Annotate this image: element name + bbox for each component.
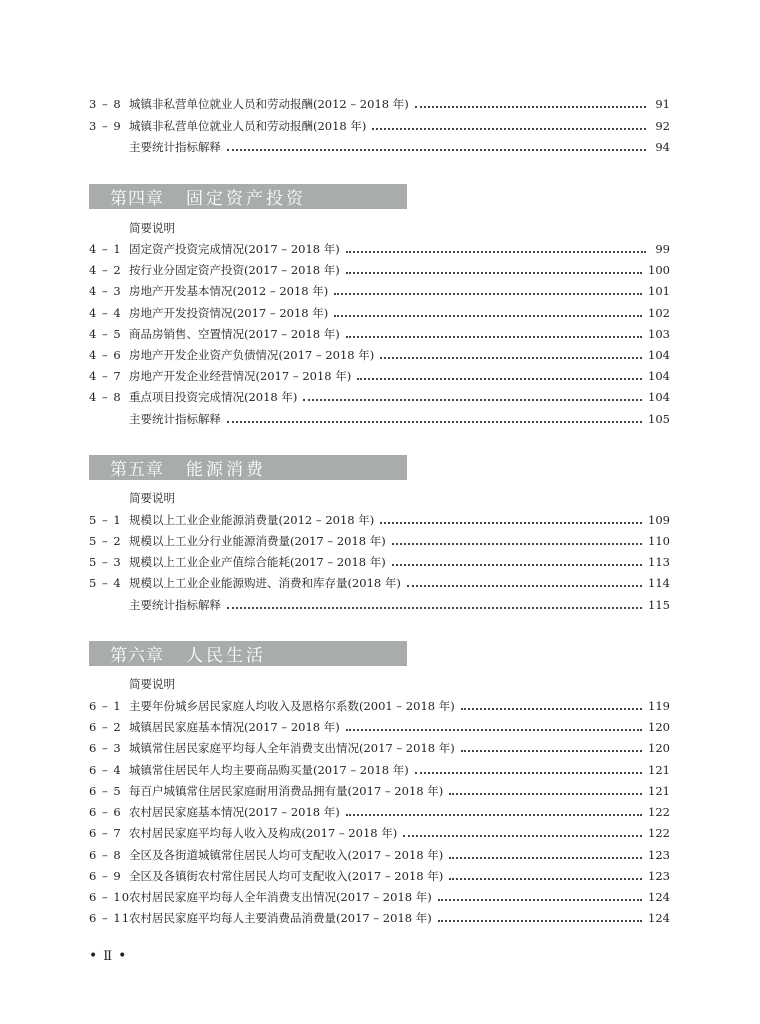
dot-leader xyxy=(403,835,642,837)
dot-leader xyxy=(303,399,642,401)
entry-number: 6 – 5 xyxy=(89,784,122,798)
dot-leader xyxy=(227,421,642,423)
chapter-label: 第五章 xyxy=(110,460,164,480)
entry-title: 农村居民家庭基本情况(2017 – 2018 年) xyxy=(129,805,340,819)
toc-entry[interactable] xyxy=(89,511,670,529)
entry-number: 4 – 7 xyxy=(89,369,122,383)
entry-title: 主要统计指标解释 xyxy=(129,598,221,612)
toc-entry[interactable] xyxy=(89,888,670,906)
entry-page: 99 xyxy=(655,242,670,256)
dot-leader xyxy=(372,128,646,130)
toc-entry[interactable] xyxy=(89,553,670,571)
toc-entry[interactable] xyxy=(89,846,670,864)
entry-title: 全区及各镇街农村常住居民人均可支配收入(2017 – 2018 年) xyxy=(129,869,444,883)
entry-title: 房地产开发企业经营情况(2017 – 2018 年) xyxy=(129,369,352,383)
footer-bullet-right: • xyxy=(118,948,127,964)
dot-leader xyxy=(392,564,642,566)
entry-title: 每百户城镇常住居民家庭耐用消费品拥有量(2017 – 2018 年) xyxy=(129,784,444,798)
toc-entry[interactable] xyxy=(89,261,670,279)
dot-leader xyxy=(449,878,642,880)
entry-number: 5 – 2 xyxy=(89,534,122,548)
toc-entry[interactable] xyxy=(89,867,670,885)
toc-entry[interactable] xyxy=(89,574,670,592)
entry-number: 6 – 9 xyxy=(89,869,122,883)
entry-page: 121 xyxy=(648,763,670,777)
entry-title: 城镇居民家庭基本情况(2017 – 2018 年) xyxy=(129,720,340,734)
entry-page: 120 xyxy=(648,741,670,755)
entry-title: 城镇常住居民年人均主要商品购买量(2017 – 2018 年) xyxy=(129,763,409,777)
entry-page: 104 xyxy=(648,348,670,362)
entry-title: 固定资产投资完成情况(2017 – 2018 年) xyxy=(129,242,340,256)
toc-entry[interactable] xyxy=(89,388,670,406)
entry-number: 4 – 3 xyxy=(89,284,122,298)
entry-page: 113 xyxy=(648,555,670,569)
chapter-heading[interactable] xyxy=(89,184,407,209)
dot-leader xyxy=(346,336,642,338)
chapter-intro[interactable]: 简要说明 xyxy=(129,677,175,691)
toc-entry[interactable] xyxy=(89,95,670,113)
toc-entry[interactable] xyxy=(89,718,670,736)
toc-entry[interactable] xyxy=(89,304,670,322)
dot-leader xyxy=(438,920,642,922)
dot-leader xyxy=(461,750,642,752)
entry-title: 房地产开发企业资产负债情况(2017 – 2018 年) xyxy=(129,348,375,362)
entry-number: 5 – 3 xyxy=(89,555,122,569)
entry-number: 6 – 6 xyxy=(89,805,122,819)
entry-number: 3 – 9 xyxy=(89,119,122,133)
chapter-label: 第六章 xyxy=(110,646,164,666)
entry-page: 122 xyxy=(648,826,670,840)
page-number: Ⅱ xyxy=(103,948,113,964)
chapter-name: 人民生活 xyxy=(186,646,266,666)
entry-number: 6 – 2 xyxy=(89,720,122,734)
entry-page: 105 xyxy=(648,412,670,426)
chapter-heading[interactable] xyxy=(89,455,407,480)
toc-entry[interactable] xyxy=(89,782,670,800)
entry-title: 主要统计指标解释 xyxy=(129,140,221,154)
entry-page: 123 xyxy=(648,869,670,883)
entry-title: 全区及各街道城镇常住居民人均可支配收入(2017 – 2018 年) xyxy=(129,848,444,862)
entry-page: 114 xyxy=(648,576,670,590)
toc-entry[interactable] xyxy=(89,282,670,300)
entry-title: 城镇非私营单位就业人员和劳动报酬(2012 – 2018 年) xyxy=(129,97,409,111)
entry-number: 4 – 4 xyxy=(89,306,122,320)
entry-number: 6 – 8 xyxy=(89,848,122,862)
dot-leader xyxy=(438,899,642,901)
entry-page: 100 xyxy=(648,263,670,277)
entry-title: 房地产开发基本情况(2012 – 2018 年) xyxy=(129,284,329,298)
dot-leader xyxy=(346,814,642,816)
dot-leader xyxy=(334,315,642,317)
entry-title: 按行业分固定资产投资(2017 – 2018 年) xyxy=(129,263,340,277)
dot-leader xyxy=(415,772,642,774)
dot-leader xyxy=(334,293,642,295)
entry-page: 94 xyxy=(655,140,670,154)
entry-number: 6 – 1 xyxy=(89,699,122,713)
entry-number: 5 – 4 xyxy=(89,576,122,590)
entry-title: 规模以上工业企业产值综合能耗(2017 – 2018 年) xyxy=(129,555,386,569)
entry-page: 121 xyxy=(648,784,670,798)
dot-leader xyxy=(449,793,642,795)
entry-page: 124 xyxy=(648,890,670,904)
entry-number: 4 – 1 xyxy=(89,242,122,256)
entry-page: 102 xyxy=(648,306,670,320)
chapter-name: 固定资产投资 xyxy=(186,189,306,209)
entry-title: 城镇非私营单位就业人员和劳动报酬(2018 年) xyxy=(129,119,367,133)
toc-entry[interactable] xyxy=(89,761,670,779)
toc-entry[interactable] xyxy=(89,325,670,343)
chapter-intro[interactable]: 简要说明 xyxy=(129,491,175,505)
entry-page: 122 xyxy=(648,805,670,819)
dot-leader xyxy=(346,251,646,253)
footer-bullet-left: • xyxy=(89,948,98,964)
dot-leader xyxy=(380,522,642,524)
dot-leader xyxy=(227,607,642,609)
entry-title: 农村居民家庭平均每人主要消费品消费量(2017 – 2018 年) xyxy=(129,911,432,925)
entry-title: 规模以上工业企业能源消费量(2012 – 2018 年) xyxy=(129,513,375,527)
entry-title: 农村居民家庭平均每人全年消费支出情况(2017 – 2018 年) xyxy=(129,890,432,904)
entry-page: 101 xyxy=(648,284,670,298)
toc-entry[interactable] xyxy=(89,138,670,156)
toc-entry[interactable] xyxy=(89,532,670,550)
entry-page: 104 xyxy=(648,390,670,404)
entry-number: 4 – 2 xyxy=(89,263,122,277)
entry-number: 4 – 8 xyxy=(89,390,122,404)
entry-title: 商品房销售、空置情况(2017 – 2018 年) xyxy=(129,327,340,341)
entry-page: 91 xyxy=(655,97,670,111)
toc-entry[interactable] xyxy=(89,739,670,757)
entry-number: 6 – 3 xyxy=(89,741,122,755)
entry-title: 规模以上工业分行业能源消费量(2017 – 2018 年) xyxy=(129,534,386,548)
chapter-name: 能源消费 xyxy=(186,460,266,480)
entry-page: 119 xyxy=(648,699,670,713)
entry-number: 5 – 1 xyxy=(89,513,122,527)
entry-number: 4 – 6 xyxy=(89,348,122,362)
entry-page: 124 xyxy=(648,911,670,925)
toc-entry[interactable] xyxy=(89,803,670,821)
entry-page: 109 xyxy=(648,513,670,527)
chapter-intro[interactable]: 简要说明 xyxy=(129,221,175,235)
dot-leader xyxy=(415,106,646,108)
entry-page: 120 xyxy=(648,720,670,734)
entry-number: 6 – 4 xyxy=(89,763,122,777)
entry-title: 主要年份城乡居民家庭人均收入及恩格尔系数(2001 – 2018 年) xyxy=(129,699,455,713)
dot-leader xyxy=(392,543,642,545)
dot-leader xyxy=(407,585,642,587)
entry-title: 房地产开发投资情况(2017 – 2018 年) xyxy=(129,306,329,320)
entry-page: 92 xyxy=(655,119,670,133)
chapter-heading[interactable] xyxy=(89,641,407,666)
entry-title: 城镇常住居民家庭平均每人全年消费支出情况(2017 – 2018 年) xyxy=(129,741,455,755)
entry-number: 6 – 7 xyxy=(89,826,122,840)
dot-leader xyxy=(227,149,646,151)
entry-title: 主要统计指标解释 xyxy=(129,412,221,426)
dot-leader xyxy=(380,357,642,359)
dot-leader xyxy=(449,857,642,859)
page-footer xyxy=(89,948,126,964)
entry-number: 6 – 11 xyxy=(89,911,131,925)
toc-entry[interactable] xyxy=(89,410,670,428)
dot-leader xyxy=(461,708,642,710)
toc-entry[interactable] xyxy=(89,697,670,715)
dot-leader xyxy=(357,378,642,380)
toc-entry[interactable] xyxy=(89,240,670,258)
toc-entry[interactable] xyxy=(89,367,670,385)
chapter-label: 第四章 xyxy=(110,189,164,209)
entry-title: 重点项目投资完成情况(2018 年) xyxy=(129,390,298,404)
entry-page: 104 xyxy=(648,369,670,383)
entry-number: 4 – 5 xyxy=(89,327,122,341)
toc-entry[interactable] xyxy=(89,909,670,927)
dot-leader xyxy=(346,729,642,731)
toc-entry[interactable] xyxy=(89,596,670,614)
entry-number: 3 – 8 xyxy=(89,97,122,111)
entry-page: 115 xyxy=(648,598,670,612)
toc-entry[interactable] xyxy=(89,117,670,135)
dot-leader xyxy=(346,272,642,274)
toc-entry[interactable] xyxy=(89,346,670,364)
entry-title: 规模以上工业企业能源购进、消费和库存量(2018 年) xyxy=(129,576,401,590)
entry-page: 110 xyxy=(648,534,670,548)
entry-title: 农村居民家庭平均每人收入及构成(2017 – 2018 年) xyxy=(129,826,398,840)
entry-number: 6 – 10 xyxy=(89,890,131,904)
toc-entry[interactable] xyxy=(89,824,670,842)
entry-page: 103 xyxy=(648,327,670,341)
entry-page: 123 xyxy=(648,848,670,862)
